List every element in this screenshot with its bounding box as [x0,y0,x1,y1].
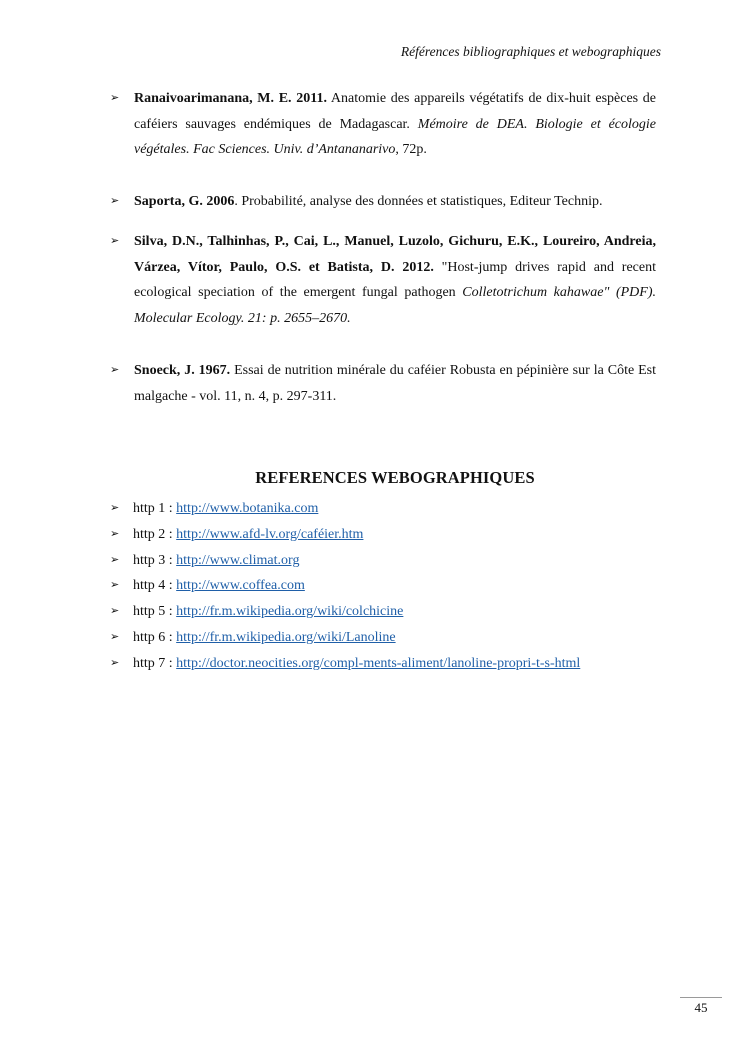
webography-link[interactable]: http://fr.m.wikipedia.org/wiki/colchicine [176,604,404,620]
reference-text: "Host-jump drives rapid and recent ecological speciation of the emergent fungal pathogen [134,259,656,300]
reference-entry [110,86,656,163]
arrow-bullet-icon: ➢ [110,235,120,247]
arrow-bullet-icon: ➢ [110,502,120,514]
webography-heading: REFERENCES WEBOGRAPHIQUES [255,468,535,487]
bibliography-list [110,86,656,409]
arrow-bullet-icon: ➢ [110,656,120,669]
reference-source: Mémoire de DEA. Biologie et écologie végétales. Fac Sciences. Univ. d’Antananarivo [134,116,656,157]
reference-author: Silva, D.N., Talhinhas, P., Cai, L., Manuel, Luzolo, Gichuru, E.K., Loureiro, Andreia, Várzea, Vítor, Paulo, O.S. et Batista, D. 2012. [134,234,656,275]
reference-text: Anatomie des appareils végétatifs de dix-huit espèces de caféiers sauvages endémiques de Madagascar. [134,91,657,132]
webography-item [110,599,670,625]
arrow-bullet-icon: ➢ [110,630,120,643]
arrow-bullet-icon: ➢ [110,527,120,540]
webography-link[interactable]: http://doctor.neocities.org/compl-ments-aliment/lanoline-propri-t-s-html [176,655,581,671]
arrow-bullet-icon: ➢ [110,194,120,207]
webography-link[interactable]: http://www.botanika.com [176,501,319,516]
webography-item [110,496,670,522]
webography-link[interactable]: http://fr.m.wikipedia.org/wiki/Lanoline [176,629,396,645]
page-number: 45 [694,1000,708,1015]
reference-text: . Probabilité, analyse des données et statistiques, Editeur Technip. [234,193,603,209]
webography-item [110,625,670,651]
reference-text: Essai de nutrition minérale du caféier Robusta en pépinière sur la Côte Est malgache - vol. 11, n. 4, p. 297-311. [134,363,656,404]
webography-label: http 5 : [133,604,177,620]
webography-link[interactable]: http://www.afd-lv.org/caféier.htm [176,526,364,542]
reference-entry [110,358,656,409]
arrow-bullet-icon: ➢ [110,92,120,104]
arrow-bullet-icon: ➢ [110,553,120,566]
webography-item [110,573,670,599]
reference-entry [110,229,656,331]
reference-tail: " (PDF). Molecular Ecology. 21: p. 2655–2670. [134,285,656,326]
webography-item [110,548,670,574]
webography-label: http 3 : [133,552,177,568]
webography-label: http 1 : [133,501,177,516]
webography-link[interactable]: http://www.climat.org [176,552,300,568]
arrow-bullet-icon: ➢ [110,579,120,592]
webography-item [110,522,670,548]
webography-label: http 4 : [133,578,177,594]
webography-link[interactable]: http://www.coffea.com [176,578,305,594]
webography-list [110,496,670,677]
webography-label: http 7 : [133,655,177,671]
reference-entry [110,189,656,215]
webography-item [110,651,670,677]
reference-author: Snoeck, J. 1967. [134,363,231,378]
footer-rule [680,997,722,998]
reference-source: Colletotrichum kahawae [462,285,604,300]
running-header: Références bibliographiques et webographiques [400,44,661,59]
reference-author: Ranaivoarimanana, M. E. 2011. [134,91,327,106]
webography-label: http 2 : [133,526,177,542]
reference-author: Saporta, G. 2006 [134,193,235,209]
arrow-bullet-icon: ➢ [110,605,120,618]
webography-label: http 6 : [133,629,177,645]
arrow-bullet-icon: ➢ [110,364,120,376]
reference-tail: , 72p. [395,142,427,157]
